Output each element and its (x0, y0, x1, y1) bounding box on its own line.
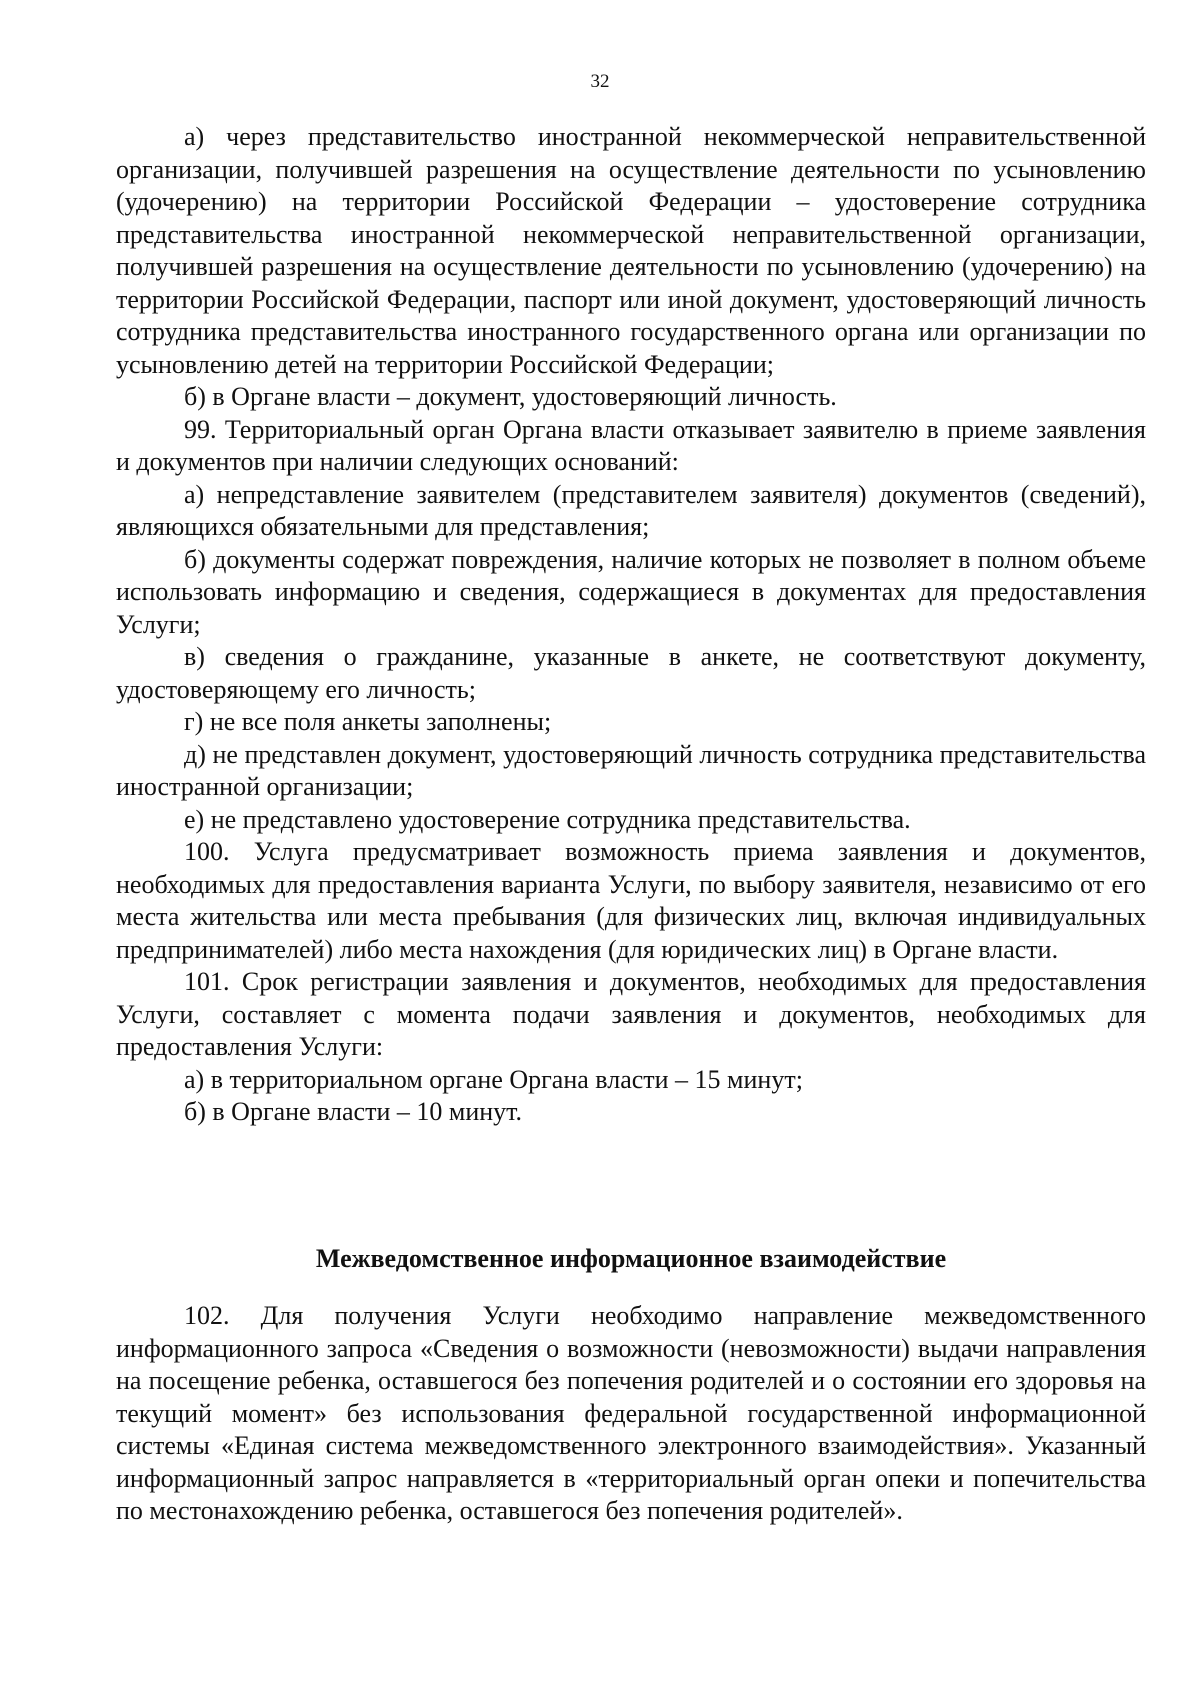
page-number: 32 (590, 71, 610, 92)
paragraph-99a: а) непредставление заявителем (представителем заявителя) документов (сведений), являющихся обязательными для представления; (116, 479, 1146, 541)
paragraph-101: 101. Срок регистрации заявления и документов, необходимых для предоставления Услуги, составляет с момента подачи заявления и документов, необходимых для предоставления Услуги: (116, 967, 1146, 1061)
paragraph-99v: в) сведения о гражданине, указанные в анкете, не соответствуют документу, удостоверяющему его личность; (116, 642, 1146, 704)
paragraph-99b: б) документы содержат повреждения, наличие которых не позволяет в полном объеме использовать информацию и сведения, содержащиеся в документах для предоставления Услуги; (116, 544, 1146, 639)
paragraph-98a: а) через представительство иностранной некоммерческой неправительственной организации, получившей разрешения на осуществление деятельности по усыновлению (удочерению) на территории Российской Федерации – удостоверение сотрудника представительства иностранной некоммерческой неправительственной организации, получившей разрешения на осуществление деятельности по усыновлению (удочерению) на территории Российской Федерации, паспорт или иной документ, удостоверяющий личность сотрудника представительства иностранного государственного органа или организации по усыновлению детей на территории Российской Федерации; (116, 122, 1146, 379)
paragraph-99d: д) не представлен документ, удостоверяющий личность сотрудника представительства иностранной организации; (116, 739, 1146, 801)
section-body (116, 1300, 1146, 1528)
paragraph-100: 100. Услуга предусматривает возможность приема заявления и документов, необходимых для предоставления варианта Услуги, по выбору заявителя, независимо от его места жительства или места пребывания (для физических лиц, включая индивидуальных предпринимателей) либо места нахождения (для юридических лиц) в Органе власти. (116, 837, 1146, 964)
paragraph-98b: б) в Органе власти – документ, удостоверяющий личность. (184, 382, 837, 411)
paragraph-101b: б) в Органе власти – 10 минут. (184, 1097, 523, 1126)
section-heading: Межведомственное информационное взаимодействие (315, 1244, 947, 1273)
paragraph-99e: е) не представлено удостоверение сотрудника представительства. (184, 804, 911, 834)
document-body (116, 121, 1146, 1129)
paragraph-99: 99. Территориальный орган Органа власти отказывает заявителю в приеме заявления и документов при наличии следующих оснований: (116, 414, 1146, 476)
paragraph-101a: а) в территориальном органе Органа власти – 15 минут; (184, 1064, 803, 1094)
paragraph-102: 102. Для получения Услуги необходимо направление межведомственного информационного запроса «Сведения о возможности (невозможности) выдачи направления на посещение ребенка, оставшегося без попечения родителей и о состоянии его здоровья на текущий момент» без использования федеральной государственной информационной системы «Единая система межведомственного электронного взаимодействия». Указанный информационный запрос направляется в «территориальный орган опеки и попечительства по местонахождению ребенка, оставшегося без попечения родителей». (116, 1301, 1146, 1525)
paragraph-99g: г) не все поля анкеты заполнены; (184, 707, 552, 736)
